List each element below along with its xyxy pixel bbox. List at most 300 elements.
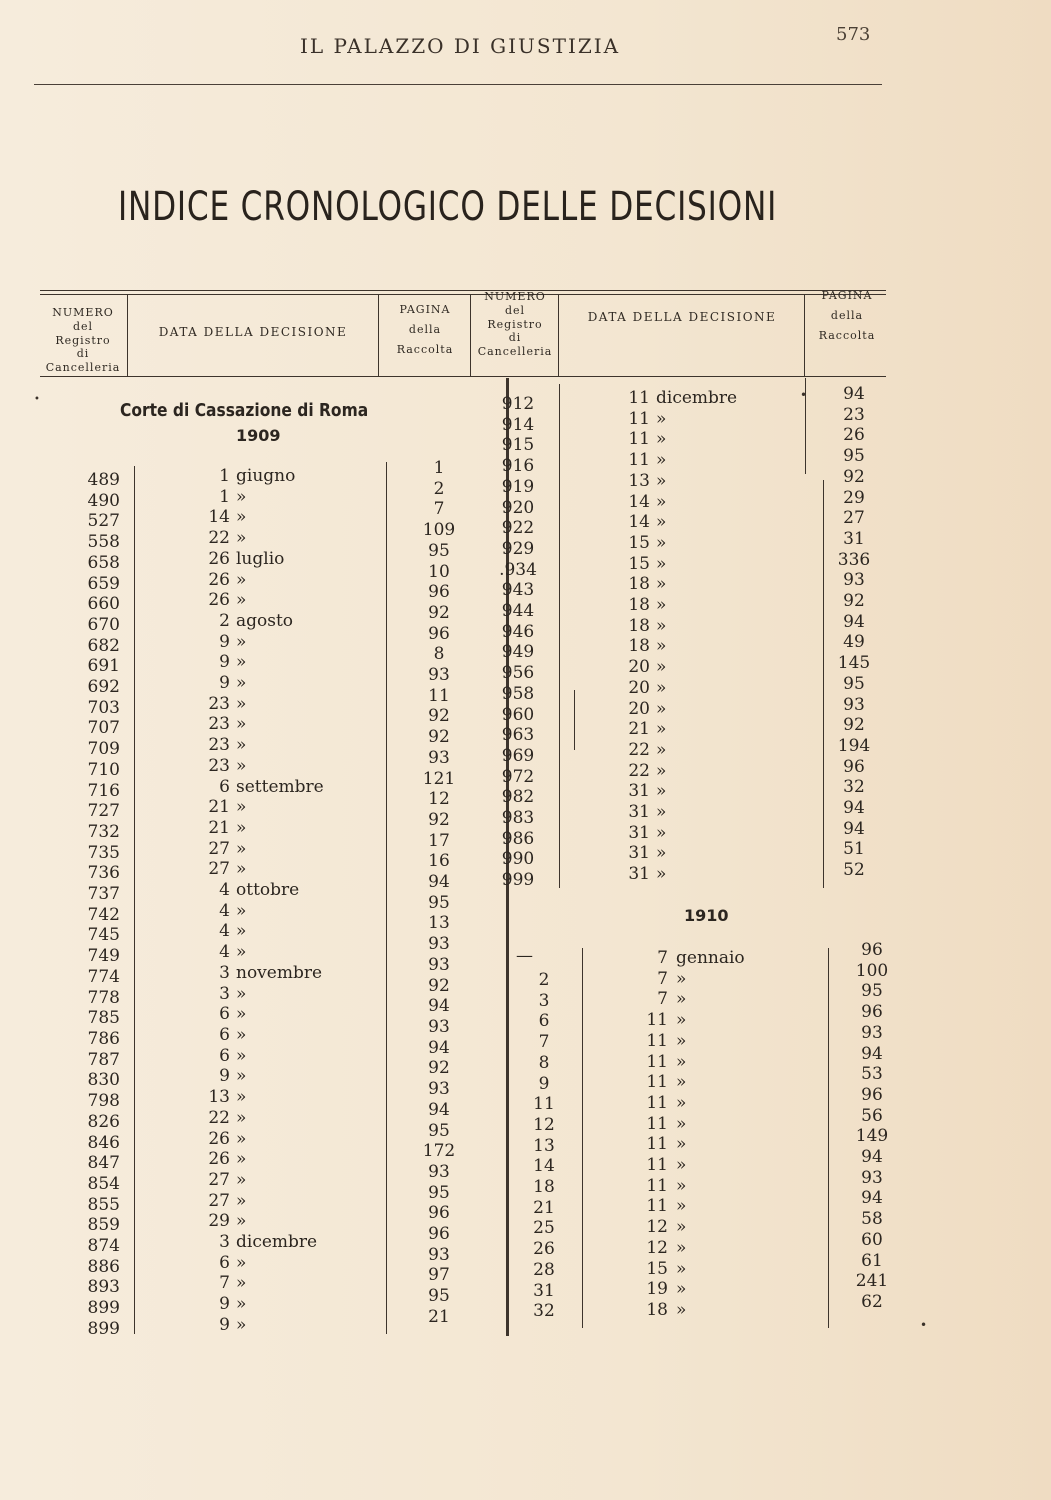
registro-number: 920 (501, 497, 535, 518)
decision-month: » (236, 1024, 247, 1045)
decision-day: 4 (219, 921, 230, 942)
decision-day: 21 (208, 817, 230, 838)
decision-day: 31 (628, 843, 650, 864)
decision-month: » (656, 843, 667, 864)
decision-month: » (236, 486, 247, 507)
right-1910-months-column (676, 948, 816, 1321)
registro-number: 983 (501, 808, 535, 829)
registro-number: 659 (87, 573, 120, 594)
raccolta-page: 121 (422, 768, 456, 789)
raccolta-page: 92 (843, 591, 865, 612)
raccolta-page: 95 (428, 892, 450, 913)
raccolta-page: 27 (843, 508, 865, 529)
decision-day: 11 (646, 1134, 668, 1155)
raccolta-page: 31 (843, 528, 865, 549)
raccolta-page: 11 (428, 685, 450, 706)
column-rule (828, 948, 829, 1328)
registro-number: 859 (87, 1215, 120, 1236)
raccolta-page: 60 (861, 1229, 883, 1250)
header-data-right: DATA DELLA DECISIONE (587, 310, 777, 324)
decision-day: 27 (208, 1169, 230, 1190)
decision-month: » (236, 838, 247, 859)
decision-day: 20 (628, 677, 650, 698)
decision-month: » (236, 983, 247, 1004)
decision-month: » (236, 859, 247, 880)
decision-day: 26 (208, 548, 230, 569)
registro-number: 798 (87, 1091, 120, 1112)
decision-day: 12 (646, 1217, 668, 1238)
raccolta-page: 92 (428, 727, 450, 748)
raccolta-page: 53 (861, 1064, 883, 1085)
decision-month: » (656, 429, 667, 450)
right-1910-pages-column (840, 940, 904, 1313)
decision-day: 7 (657, 989, 668, 1010)
raccolta-page: 92 (428, 809, 450, 830)
page-number: 573 (836, 24, 871, 45)
registro-number: 944 (501, 601, 535, 622)
raccolta-page: 10 (428, 561, 450, 582)
registro-number: 972 (501, 766, 535, 787)
header-data-left: DATA DELLA DECISIONE (158, 325, 348, 339)
decision-day: 22 (628, 760, 650, 781)
decision-day: 3 (219, 1232, 230, 1253)
registro-number: 982 (501, 787, 535, 808)
registro-number: 912 (501, 394, 535, 414)
decision-day: 11 (646, 1092, 668, 1113)
decision-day: 27 (208, 1190, 230, 1211)
decision-month: » (676, 989, 687, 1010)
decision-day: 1 (219, 466, 230, 486)
decision-month: » (656, 636, 667, 657)
decision-day: 9 (219, 652, 230, 673)
raccolta-page: 94 (843, 384, 865, 404)
decision-month: » (236, 1169, 247, 1190)
registro-number: 969 (501, 745, 535, 766)
raccolta-page: 94 (843, 798, 865, 819)
decision-day: 11 (646, 1196, 668, 1217)
left-months-column (236, 466, 376, 1336)
registro-number: 558 (87, 532, 120, 553)
decision-day: 15 (628, 553, 650, 574)
table-header-bottom-rule (40, 376, 886, 377)
registro-number: 732 (87, 821, 120, 842)
column-rule (386, 462, 387, 1334)
registro-number: 893 (87, 1277, 120, 1298)
registro-number: 774 (87, 966, 120, 987)
registro-number: 899 (87, 1318, 120, 1339)
decision-day: 11 (628, 429, 650, 450)
raccolta-page: 97 (428, 1265, 450, 1286)
decision-month: » (236, 1190, 247, 1211)
header-divider (558, 294, 559, 376)
print-mark: • (34, 394, 40, 405)
decision-day: 2 (219, 610, 230, 631)
right-1909-numbers-column (488, 394, 548, 891)
decision-day: 18 (628, 595, 650, 616)
registro-number: 18 (533, 1177, 555, 1198)
decision-month: » (236, 1087, 247, 1108)
raccolta-page: 93 (428, 1244, 450, 1265)
registro-number: 14 (533, 1156, 555, 1177)
column-rule (574, 690, 575, 750)
raccolta-page: 100 (855, 960, 889, 981)
decision-day: 11 (646, 1155, 668, 1176)
registro-number: 490 (87, 490, 120, 511)
print-mark: • (800, 388, 808, 402)
right-1909-days-column (600, 388, 650, 885)
decision-month: » (236, 1045, 247, 1066)
decision-month: » (236, 1128, 247, 1149)
decision-day: 13 (208, 1087, 230, 1108)
raccolta-page: 94 (843, 818, 865, 839)
decision-day: 7 (219, 1273, 230, 1294)
decision-day: 15 (646, 1258, 668, 1279)
registro-number: 8 (538, 1052, 550, 1073)
raccolta-page: 194 (837, 735, 871, 756)
decision-day: 20 (628, 657, 650, 678)
decision-month: dicembre (236, 1232, 318, 1253)
decision-month: » (236, 1314, 247, 1335)
decision-day: 14 (628, 512, 650, 533)
registro-number: 919 (501, 476, 535, 497)
print-mark: • (920, 1318, 928, 1332)
registro-number: 943 (501, 580, 535, 601)
decision-month: » (656, 864, 667, 885)
registro-number: 692 (87, 677, 120, 698)
raccolta-page: 13 (428, 913, 450, 934)
decision-day: 23 (208, 714, 230, 735)
raccolta-page: 95 (861, 981, 883, 1002)
registro-number: 915 (501, 435, 535, 456)
decision-month: » (236, 1252, 247, 1273)
registro-number: 785 (87, 1008, 120, 1029)
registro-number: 922 (501, 518, 535, 539)
raccolta-page: 23 (843, 404, 865, 425)
registro-number: .934 (499, 559, 537, 580)
raccolta-page: 62 (861, 1291, 883, 1312)
decision-month: ottobre (236, 880, 300, 901)
decision-month: » (676, 1051, 687, 1072)
raccolta-page: 94 (428, 996, 450, 1017)
right-1910-numbers-column (512, 970, 576, 1322)
raccolta-page: 96 (861, 940, 883, 960)
raccolta-page: 336 (837, 549, 871, 570)
raccolta-page: 93 (428, 747, 450, 768)
decision-month: » (656, 822, 667, 843)
column-rule (559, 384, 560, 888)
registro-number: 990 (501, 849, 535, 870)
decision-month: » (676, 1237, 687, 1258)
decision-month: » (236, 507, 247, 528)
decision-day: 11 (646, 1030, 668, 1051)
decision-month: gennaio (676, 948, 745, 968)
decision-day: 11 (628, 450, 650, 471)
registro-number: 749 (87, 946, 120, 967)
registro-number: 956 (501, 663, 535, 684)
raccolta-page: 1 (433, 458, 445, 478)
decision-day: 4 (219, 880, 230, 901)
decision-day: 31 (628, 802, 650, 823)
decision-month: » (656, 760, 667, 781)
raccolta-page: 21 (428, 1306, 450, 1327)
raccolta-page: 26 (843, 425, 865, 446)
decision-month: » (236, 693, 247, 714)
running-head: IL PALAZZO DI GIUSTIZIA (300, 34, 621, 58)
raccolta-page: 96 (428, 623, 450, 644)
raccolta-page: 94 (428, 872, 450, 893)
decision-month: » (656, 470, 667, 491)
decision-month: » (236, 817, 247, 838)
raccolta-page: 51 (843, 839, 865, 860)
decision-month: » (236, 1211, 247, 1232)
raccolta-page: 93 (861, 1022, 883, 1043)
registro-number: 949 (501, 642, 535, 663)
decision-month: » (236, 797, 247, 818)
header-divider (804, 294, 805, 376)
decision-month: luglio (236, 548, 285, 569)
registro-number: 716 (87, 780, 120, 801)
registro-number: 986 (501, 828, 535, 849)
decision-month: » (236, 714, 247, 735)
registro-number: 958 (501, 683, 535, 704)
registro-number: 727 (87, 801, 120, 822)
registro-number: 682 (87, 635, 120, 656)
raccolta-page: 241 (855, 1271, 889, 1292)
decision-day: 11 (628, 388, 650, 408)
registro-number: 946 (501, 621, 535, 642)
registro-number: 736 (87, 863, 120, 884)
registro-number: 914 (501, 414, 535, 435)
decision-day: 11 (646, 1010, 668, 1031)
decision-day: 9 (219, 1294, 230, 1315)
registro-number: 854 (87, 1173, 120, 1194)
decision-month: » (676, 1279, 687, 1300)
raccolta-page: 32 (843, 777, 865, 798)
raccolta-page: 96 (861, 1084, 883, 1105)
right-1910-days-column (620, 948, 668, 1321)
left-pages-column (404, 458, 474, 1328)
registro-number: 710 (87, 759, 120, 780)
raccolta-page: 17 (428, 830, 450, 851)
raccolta-page: 92 (428, 602, 450, 623)
registro-number: 13 (533, 1135, 555, 1156)
registro-number: 26 (533, 1239, 555, 1260)
registro-number: 658 (87, 552, 120, 573)
decision-month: » (676, 1175, 687, 1196)
registro-number: 855 (87, 1194, 120, 1215)
decision-month: » (676, 1092, 687, 1113)
raccolta-page: 94 (861, 1188, 883, 1209)
decision-day: 26 (208, 590, 230, 611)
decision-day: 6 (219, 1252, 230, 1273)
decision-day: 21 (208, 797, 230, 818)
decision-day: 21 (628, 719, 650, 740)
registro-number: 21 (533, 1197, 555, 1218)
decision-month: » (656, 532, 667, 553)
right-1909-months-column (656, 388, 796, 885)
decision-day: 9 (219, 631, 230, 652)
year-1909: 1909 (236, 426, 281, 445)
raccolta-page: 94 (428, 1037, 450, 1058)
registro-number: 707 (87, 718, 120, 739)
raccolta-page: 145 (837, 653, 871, 674)
registro-number: 691 (87, 656, 120, 677)
decision-month: » (656, 739, 667, 760)
registro-number: 709 (87, 739, 120, 760)
decision-day: 12 (646, 1237, 668, 1258)
decision-day: 22 (628, 739, 650, 760)
decision-month: » (236, 673, 247, 694)
raccolta-page: 29 (843, 487, 865, 508)
raccolta-page: 95 (843, 673, 865, 694)
raccolta-page: 92 (843, 466, 865, 487)
decision-day: 6 (219, 776, 230, 797)
raccolta-page: 92 (843, 715, 865, 736)
raccolta-page: 93 (428, 1016, 450, 1037)
registro-number: 874 (87, 1236, 120, 1257)
decision-day: 22 (208, 528, 230, 549)
decision-month: » (656, 657, 667, 678)
registro-number: 786 (87, 1028, 120, 1049)
decision-month: novembre (236, 962, 323, 983)
decision-month: » (656, 698, 667, 719)
registro-number: 830 (87, 1070, 120, 1091)
left-days-column (180, 466, 230, 1336)
decision-month: » (656, 553, 667, 574)
decision-month: » (676, 1010, 687, 1031)
registro-number: 527 (87, 511, 120, 532)
decision-month: » (676, 1299, 687, 1320)
raccolta-page: 95 (428, 1286, 450, 1307)
decision-month: » (656, 677, 667, 698)
decision-month: » (656, 574, 667, 595)
decision-month: » (236, 900, 247, 921)
decision-day: 14 (628, 491, 650, 512)
registro-number: 9 (538, 1073, 550, 1094)
registro-number: 745 (87, 925, 120, 946)
decision-day: 31 (628, 822, 650, 843)
raccolta-page: 56 (861, 1105, 883, 1126)
registro-number: 28 (533, 1259, 555, 1280)
raccolta-page: 8 (433, 644, 445, 665)
raccolta-page: 92 (428, 975, 450, 996)
decision-month: » (236, 528, 247, 549)
decision-day: 3 (219, 962, 230, 983)
decision-month: » (656, 719, 667, 740)
raccolta-page: 94 (861, 1043, 883, 1064)
decision-day: 1 (219, 486, 230, 507)
registro-number: 6 (538, 1011, 550, 1032)
registro-number: 847 (87, 1153, 120, 1174)
registro-number: 787 (87, 1049, 120, 1070)
raccolta-page: 52 (843, 860, 865, 881)
decision-month: » (656, 595, 667, 616)
raccolta-page: 93 (428, 954, 450, 975)
decision-month: » (656, 615, 667, 636)
decision-month: settembre (236, 776, 324, 797)
decision-day: 9 (219, 1314, 230, 1335)
raccolta-page: 96 (428, 1224, 450, 1245)
decision-month: » (236, 631, 247, 652)
header-numero-right: NUMERO del Registro di Cancelleria (477, 290, 553, 358)
raccolta-page: 95 (428, 1120, 450, 1141)
decision-month: » (676, 1030, 687, 1051)
decision-day: 31 (628, 864, 650, 885)
registro-number: 735 (87, 842, 120, 863)
decision-day: 26 (208, 569, 230, 590)
decision-day: 18 (628, 574, 650, 595)
column-rule (134, 466, 135, 1334)
decision-month: » (676, 1217, 687, 1238)
decision-day: 4 (219, 942, 230, 963)
registro-number: 899 (87, 1298, 120, 1319)
registro-number: 886 (87, 1256, 120, 1277)
registro-number: 703 (87, 697, 120, 718)
decision-month: » (236, 755, 247, 776)
left-numbers-column (60, 470, 120, 1340)
decision-day: 23 (208, 735, 230, 756)
raccolta-page: 95 (428, 540, 450, 561)
decision-day: 6 (219, 1024, 230, 1045)
decision-day: 11 (646, 1051, 668, 1072)
registro-number: 929 (501, 538, 535, 559)
registro-number: 25 (533, 1218, 555, 1239)
raccolta-page: 93 (428, 1079, 450, 1100)
raccolta-page: 94 (843, 611, 865, 632)
decision-day: 19 (646, 1279, 668, 1300)
dash: — (516, 946, 533, 966)
registro-number: 916 (501, 456, 535, 477)
decision-day: 7 (657, 968, 668, 989)
registro-number: 7 (538, 1032, 550, 1053)
registro-number: 826 (87, 1111, 120, 1132)
raccolta-page: 95 (428, 1182, 450, 1203)
raccolta-page: 93 (843, 570, 865, 591)
raccolta-page: 61 (861, 1250, 883, 1271)
section-title: Corte di Cassazione di Roma (120, 400, 369, 421)
decision-day: 14 (208, 507, 230, 528)
decision-month: giugno (236, 466, 296, 486)
raccolta-page: 95 (843, 446, 865, 467)
header-numero-left: NUMERO del Registro di Cancelleria (45, 306, 121, 374)
decision-month: » (236, 1294, 247, 1315)
decision-day: 27 (208, 838, 230, 859)
decision-day: 6 (219, 1004, 230, 1025)
table-top-rule-2 (40, 294, 886, 295)
raccolta-page: 16 (428, 851, 450, 872)
decision-day: 3 (219, 983, 230, 1004)
decision-day: 11 (646, 1072, 668, 1093)
registro-number: 670 (87, 614, 120, 635)
raccolta-page: 93 (428, 1161, 450, 1182)
registro-number: 960 (501, 704, 535, 725)
decision-day: 6 (219, 1045, 230, 1066)
registro-number: 2 (538, 970, 550, 990)
column-rule (582, 948, 583, 1328)
registro-number: 3 (538, 990, 550, 1011)
raccolta-page: 96 (861, 1002, 883, 1023)
raccolta-page: 94 (861, 1147, 883, 1168)
header-pagina-left: PAGINA della Raccolta (396, 303, 454, 356)
decision-day: 11 (628, 408, 650, 429)
raccolta-page: 172 (422, 1141, 456, 1162)
decision-day: 15 (628, 532, 650, 553)
raccolta-page: 93 (843, 694, 865, 715)
main-title: INDICE CRONOLOGICO DELLE DECISIONI (118, 184, 778, 230)
raccolta-page: 7 (433, 499, 445, 520)
year-1910: 1910 (684, 906, 729, 925)
decision-month: » (236, 652, 247, 673)
